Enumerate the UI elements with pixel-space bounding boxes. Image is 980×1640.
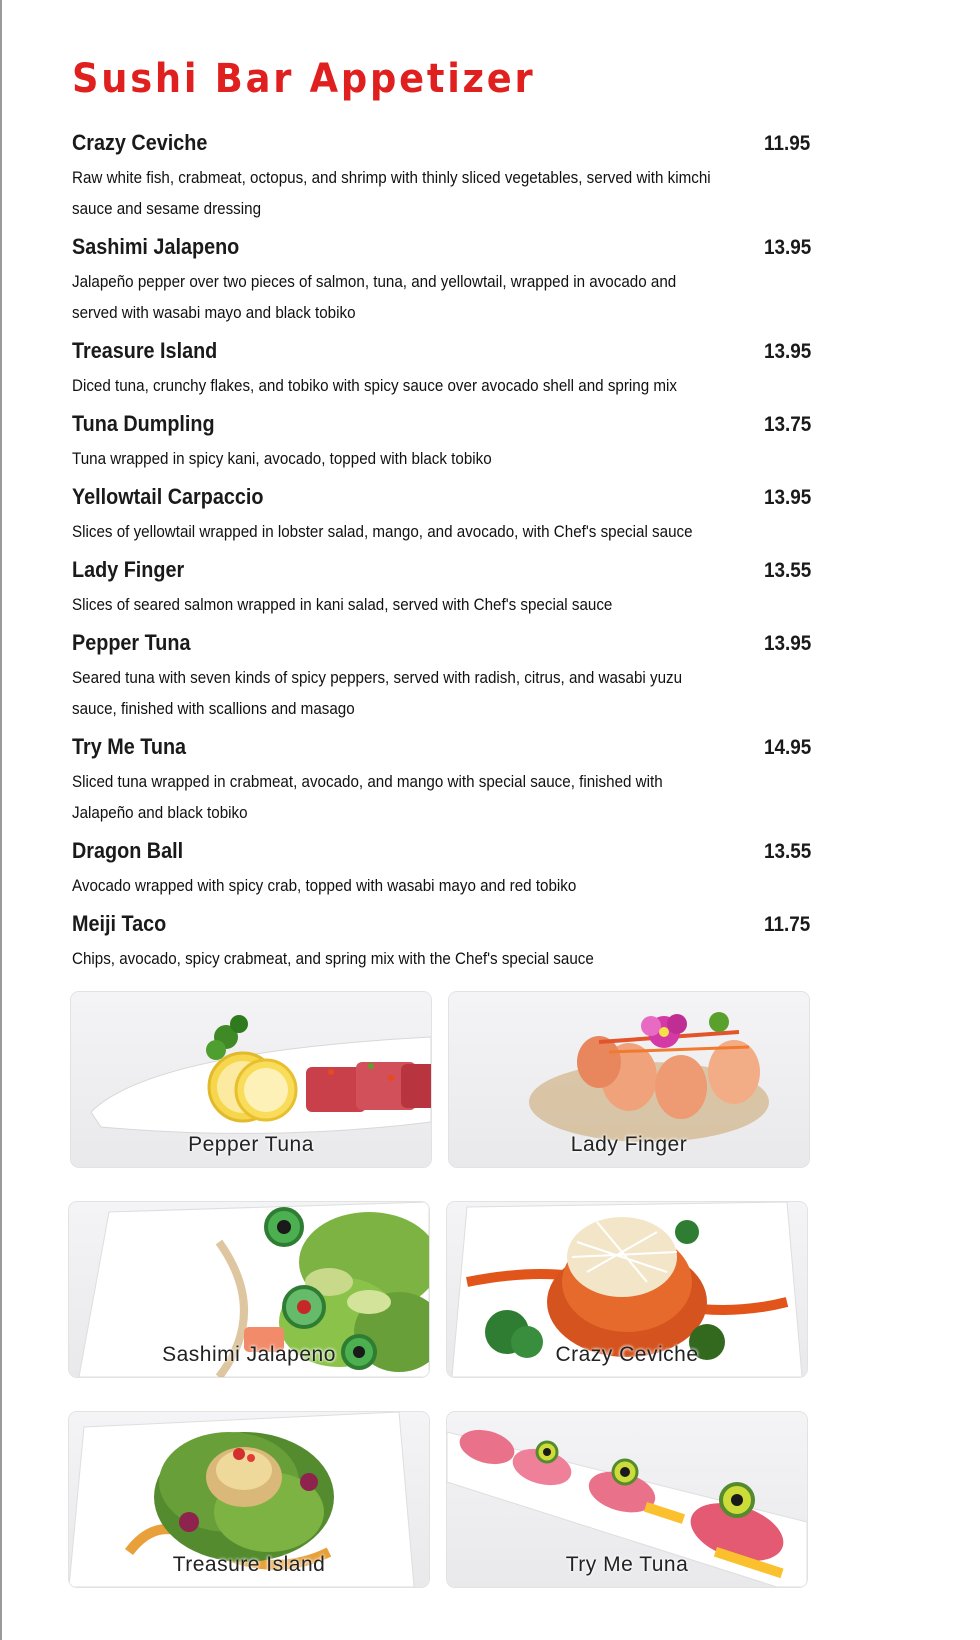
menu-item [72, 484, 824, 548]
menu-item [72, 734, 824, 829]
item-description: Jalapeño pepper over two pieces of salmon, tuna, and yellowtail, wrapped in avocado and served with wasabi mayo and black tobiko [72, 273, 677, 322]
item-name: Meiji Taco [72, 911, 167, 936]
item-name: Tuna Dumpling [72, 411, 215, 436]
item-price: 11.95 [764, 132, 811, 155]
item-description: Avocado wrapped with spicy crab, topped with wasabi mayo and red tobiko [72, 877, 577, 895]
photo-caption: Sashimi Jalapeno [162, 1343, 336, 1366]
item-price: 13.95 [764, 632, 812, 655]
menu-list [72, 130, 824, 984]
photo-caption: Try Me Tuna [565, 1553, 689, 1576]
item-price: 13.95 [764, 486, 812, 509]
photo-pepper-tuna [71, 992, 431, 1167]
item-name: Crazy Ceviche [72, 130, 208, 155]
menu-item [72, 338, 824, 402]
photo-treasure-island [69, 1412, 429, 1587]
page-title: Sushi Bar Appetizer [72, 56, 536, 102]
item-description: Slices of yellowtail wrapped in lobster salad, mango, and avocado, with Chef's special sauce [72, 523, 693, 541]
item-price: 13.55 [764, 840, 812, 863]
photo-caption: Crazy Ceviche [555, 1343, 699, 1366]
item-name: Yellowtail Carpaccio [72, 484, 264, 509]
photo-sashimi-jalapeno [69, 1202, 429, 1377]
item-name: Dragon Ball [72, 838, 184, 863]
menu-item [72, 557, 824, 621]
page-left-border [0, 0, 2, 1640]
photo-caption: Treasure Island [172, 1553, 326, 1576]
item-description: Sliced tuna wrapped in crabmeat, avocado, and mango with special sauce, finished with Jalapeño and black tobiko [72, 773, 663, 822]
photo-crazy-ceviche [447, 1202, 807, 1377]
menu-item [72, 838, 824, 902]
menu-item [72, 234, 824, 329]
photo-try-me-tuna [447, 1412, 807, 1587]
photo-caption: Pepper Tuna [188, 1133, 314, 1156]
item-description: Tuna wrapped in spicy kani, avocado, topped with black tobiko [72, 450, 492, 468]
item-price: 13.55 [764, 559, 812, 582]
item-description: Seared tuna with seven kinds of spicy peppers, served with radish, citrus, and wasabi yuzu sauce, finished with scallions and masago [72, 669, 683, 718]
item-price: 11.75 [764, 913, 811, 936]
item-price: 13.95 [764, 236, 812, 259]
photo-caption: Lady Finger [570, 1133, 688, 1156]
item-price: 13.95 [764, 340, 812, 363]
item-price: 14.95 [764, 736, 812, 759]
item-name: Pepper Tuna [72, 630, 191, 655]
item-name: Try Me Tuna [72, 734, 187, 759]
item-name: Lady Finger [72, 557, 185, 582]
item-description: Chips, avocado, spicy crabmeat, and spring mix with the Chef's special sauce [72, 950, 594, 968]
item-description: Raw white fish, crabmeat, octopus, and shrimp with thinly sliced vegetables, served with kimchi sauce and sesame dressing [72, 169, 711, 218]
photo-lady-finger [449, 992, 809, 1167]
menu-item [72, 630, 824, 725]
menu-item [72, 411, 824, 475]
item-description: Diced tuna, crunchy flakes, and tobiko with spicy sauce over avocado shell and spring mix [72, 377, 677, 395]
item-name: Treasure Island [72, 338, 218, 363]
menu-item [72, 911, 824, 975]
item-price: 13.75 [764, 413, 812, 436]
item-name: Sashimi Jalapeno [72, 234, 240, 259]
menu-item [72, 130, 824, 225]
photo-gallery [68, 992, 828, 1592]
item-description: Slices of seared salmon wrapped in kani salad, served with Chef's special sauce [72, 596, 613, 614]
